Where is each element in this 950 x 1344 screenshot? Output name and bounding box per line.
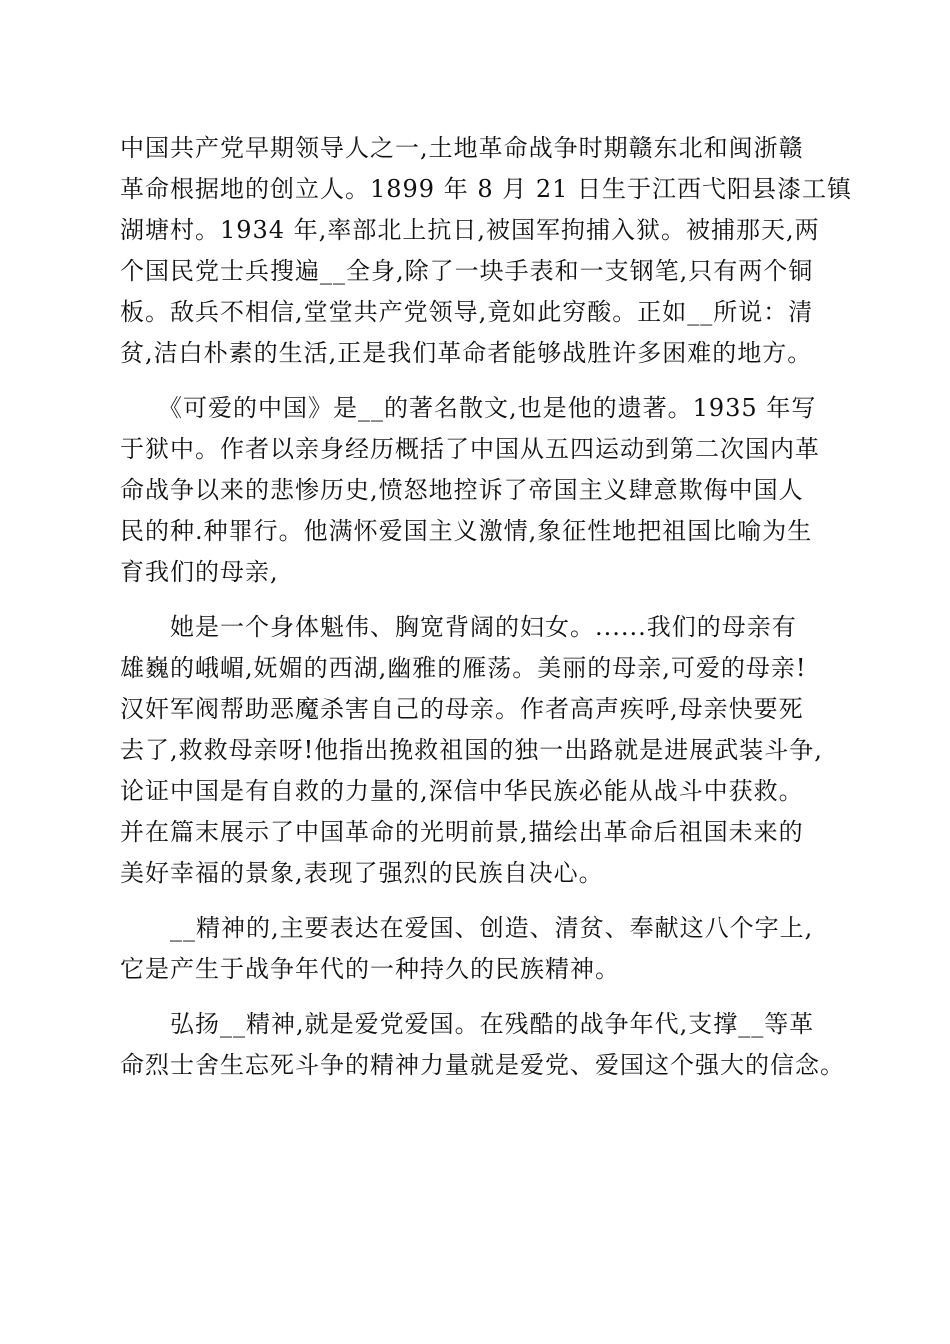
text-line: 湖塘村。1934 年,率部北上抗日,被国军拘捕入狱。被捕那天,两 [120,216,820,244]
text-line: 革命根据地的创立人。1899 年 8 月 21 日生于江西弋阳县漆工镇 [120,175,853,203]
text-line: __精神的,主要表达在爱国、创造、清贫、奉献这八个字上, [120,914,814,942]
text-line: 民的种.种罪行。他满怀爱国主义激情,象征性地把祖国比喻为生 [120,517,813,545]
paragraph [120,607,840,894]
paragraph [120,388,840,593]
paragraph-spacer [120,990,840,1004]
text-line: 命烈士舍生忘死斗争的精神力量就是爱党、爱国这个强大的信念。 [120,1051,845,1079]
text-line: 去了,救救母亲呀!他指出挽救祖国的独一出路就是进展武装斗争, [120,736,823,764]
text-line: 美好幸福的景象,表现了强烈的民族自决心。 [120,859,604,887]
paragraph [120,908,840,990]
paragraph-spacer [120,894,840,908]
text-line: 中国共产党早期领导人之一,土地革命战争时期赣东北和闽浙赣 [120,134,804,162]
text-line: 于狱中。作者以亲身经历概括了中国从五四运动到第二次国内革 [120,435,820,463]
text-line: 论证中国是有自救的力量的,深信中华民族必能从战斗中获救。 [120,777,804,805]
paragraph-spacer [120,374,840,388]
text-line: 弘扬__精神,就是爱党爱国。在残酷的战争年代,支撑__等革 [120,1010,815,1038]
paragraph [120,1004,845,1086]
text-line: 育我们的母亲, [120,558,279,586]
text-line: 她是一个身体魁伟、胸宽背阔的妇女。......我们的母亲有 [120,613,797,641]
text-line: 它是产生于战争年代的一种持久的民族精神。 [120,955,620,983]
text-line: 板。敌兵不相信,堂堂共产党领导,竟如此穷酸。正如__所说：清 [120,298,814,326]
text-line: 命战争以来的悲惨历史,愤怒地控诉了帝国主义肆意欺侮中国人 [120,476,804,504]
text-line: 《可爱的中国》是__的著名散文,也是他的遗著。1935 年写 [120,394,817,422]
paragraph [120,128,853,374]
text-line: 雄巍的峨嵋,妩媚的西湖,幽雅的雁荡。美丽的母亲,可爱的母亲! [120,654,807,682]
paragraph-spacer [120,593,840,607]
text-line: 贫,洁白朴素的生活,正是我们革命者能够战胜许多困难的地方。 [120,339,813,367]
text-line: 汉奸军阀帮助恶魔杀害自己的母亲。作者高声疾呼,母亲快要死 [120,695,804,723]
text-line: 并在篇末展示了中国革命的光明前景,描绘出革命后祖国未来的 [120,818,804,846]
document-body [120,128,853,1086]
text-line: 个国民党士兵搜遍__全身,除了一块手表和一支钢笔,只有两个铜 [120,257,814,285]
